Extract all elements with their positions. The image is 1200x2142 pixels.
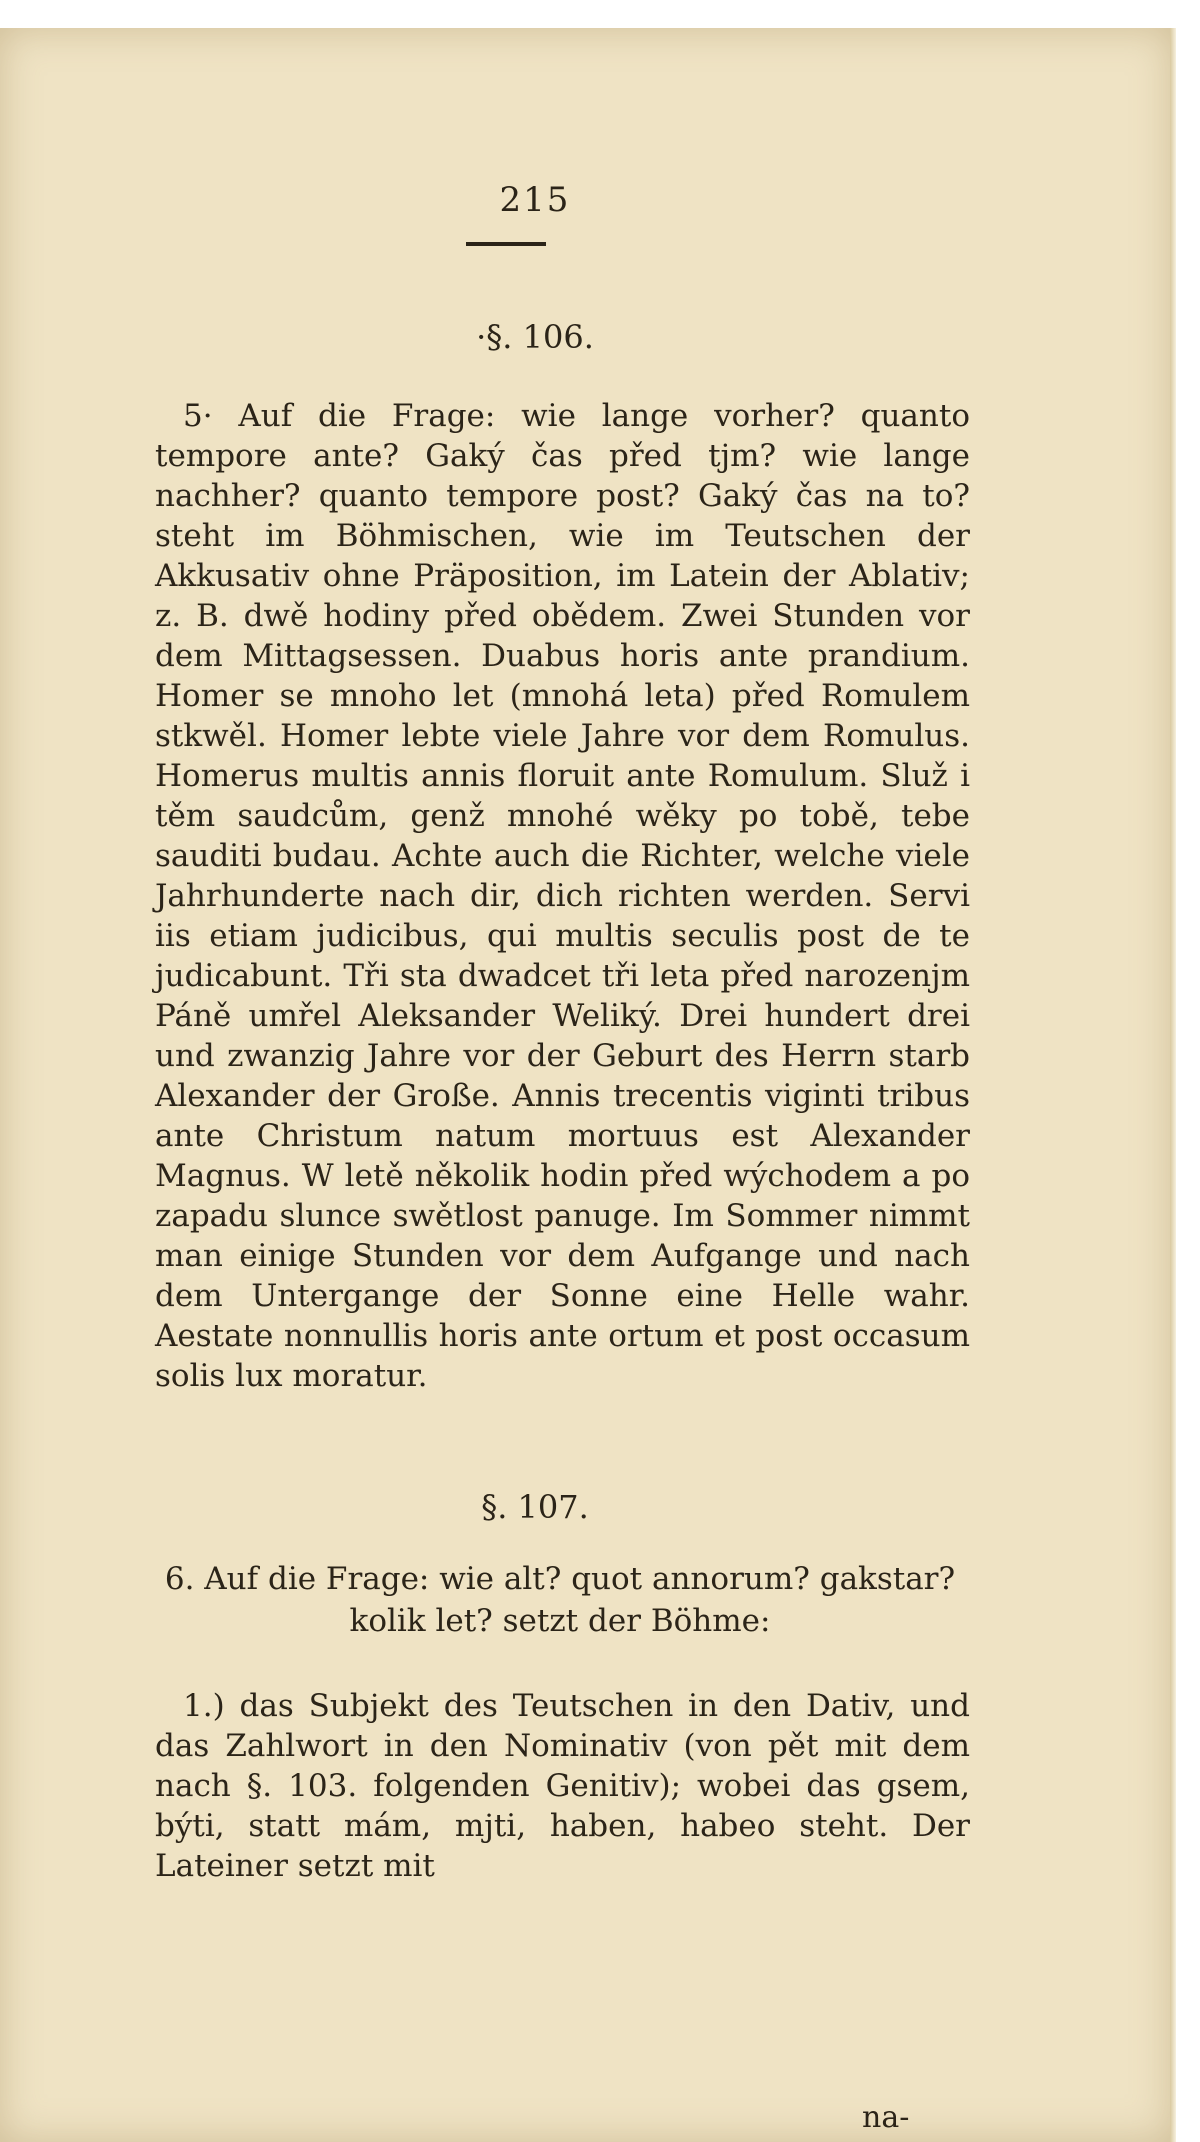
catchword: na- (862, 2100, 910, 2135)
section-107-point-1: 1.) das Subjekt des Teutschen in den Dativ, und das Zahlwort in den Nominativ (von pět mit dem nach §. 103. folgenden Genitiv); wobei das gsem, býti, statt mám, mjti, haben, habeo steht. Der Lateiner setzt mit (155, 1688, 970, 1884)
header-rule (466, 242, 546, 246)
section-106-text (155, 396, 970, 1396)
section-107-heading: §. 107. (481, 1488, 589, 1526)
section-106-paragraph: 5· Auf die Frage: wie lange vorher? quanto tempore ante? Gaký čas před tjm? wie lange nachher? quanto tempore post? Gaký čas na to? steht im Böhmischen, wie im Teutschen der Akkusativ ohne Präposition, im Latein der Ablativ; z. B. dwě hodiny před obědem. Zwei Stunden vor dem Mittagsessen. Duabus horis ante prandium. Homer se mnoho let (mnohá leta) před Romulem stkwěl. Homer lebte viele Jahre vor dem Romulus. Homerus multis annis floruit ante Romulum. Služ i těm saudcům, genž mnohé wěky po tobě, tebe sauditi budau. Achte auch die Richter, welche viele Jahrhunderte nach dir, dich richten werden. Servi iis etiam judicibus, qui multis seculis post de te judicabunt. Tři sta dwadcet tři leta před narozenjm Páně umřel Aleksander Weliký. Drei hundert drei und zwanzig Jahre vor der Geburt des Herrn starb Alexander der Große. Annis trecentis viginti tribus ante Christum natum mortuus est Alexander Magnus. W letě několik hodin před wýchodem a po zapadu slunce swětlost panuge. Im Sommer nimmt man einige Stunden vor dem Aufgange und nach dem Untergange der Sonne eine Helle wahr. Aestate nonnullis horis ante ortum et post occasum solis lux moratur. (155, 398, 970, 1394)
page-edge (1170, 28, 1176, 2142)
section-107-question: 6. Auf die Frage: wie alt? quot annorum? gakstar? kolik let? setzt der Böhme: (164, 1561, 956, 1639)
section-106-heading: ·§. 106. (476, 318, 594, 356)
section-107-text (155, 1686, 970, 1886)
page-number: 215 (499, 180, 571, 220)
